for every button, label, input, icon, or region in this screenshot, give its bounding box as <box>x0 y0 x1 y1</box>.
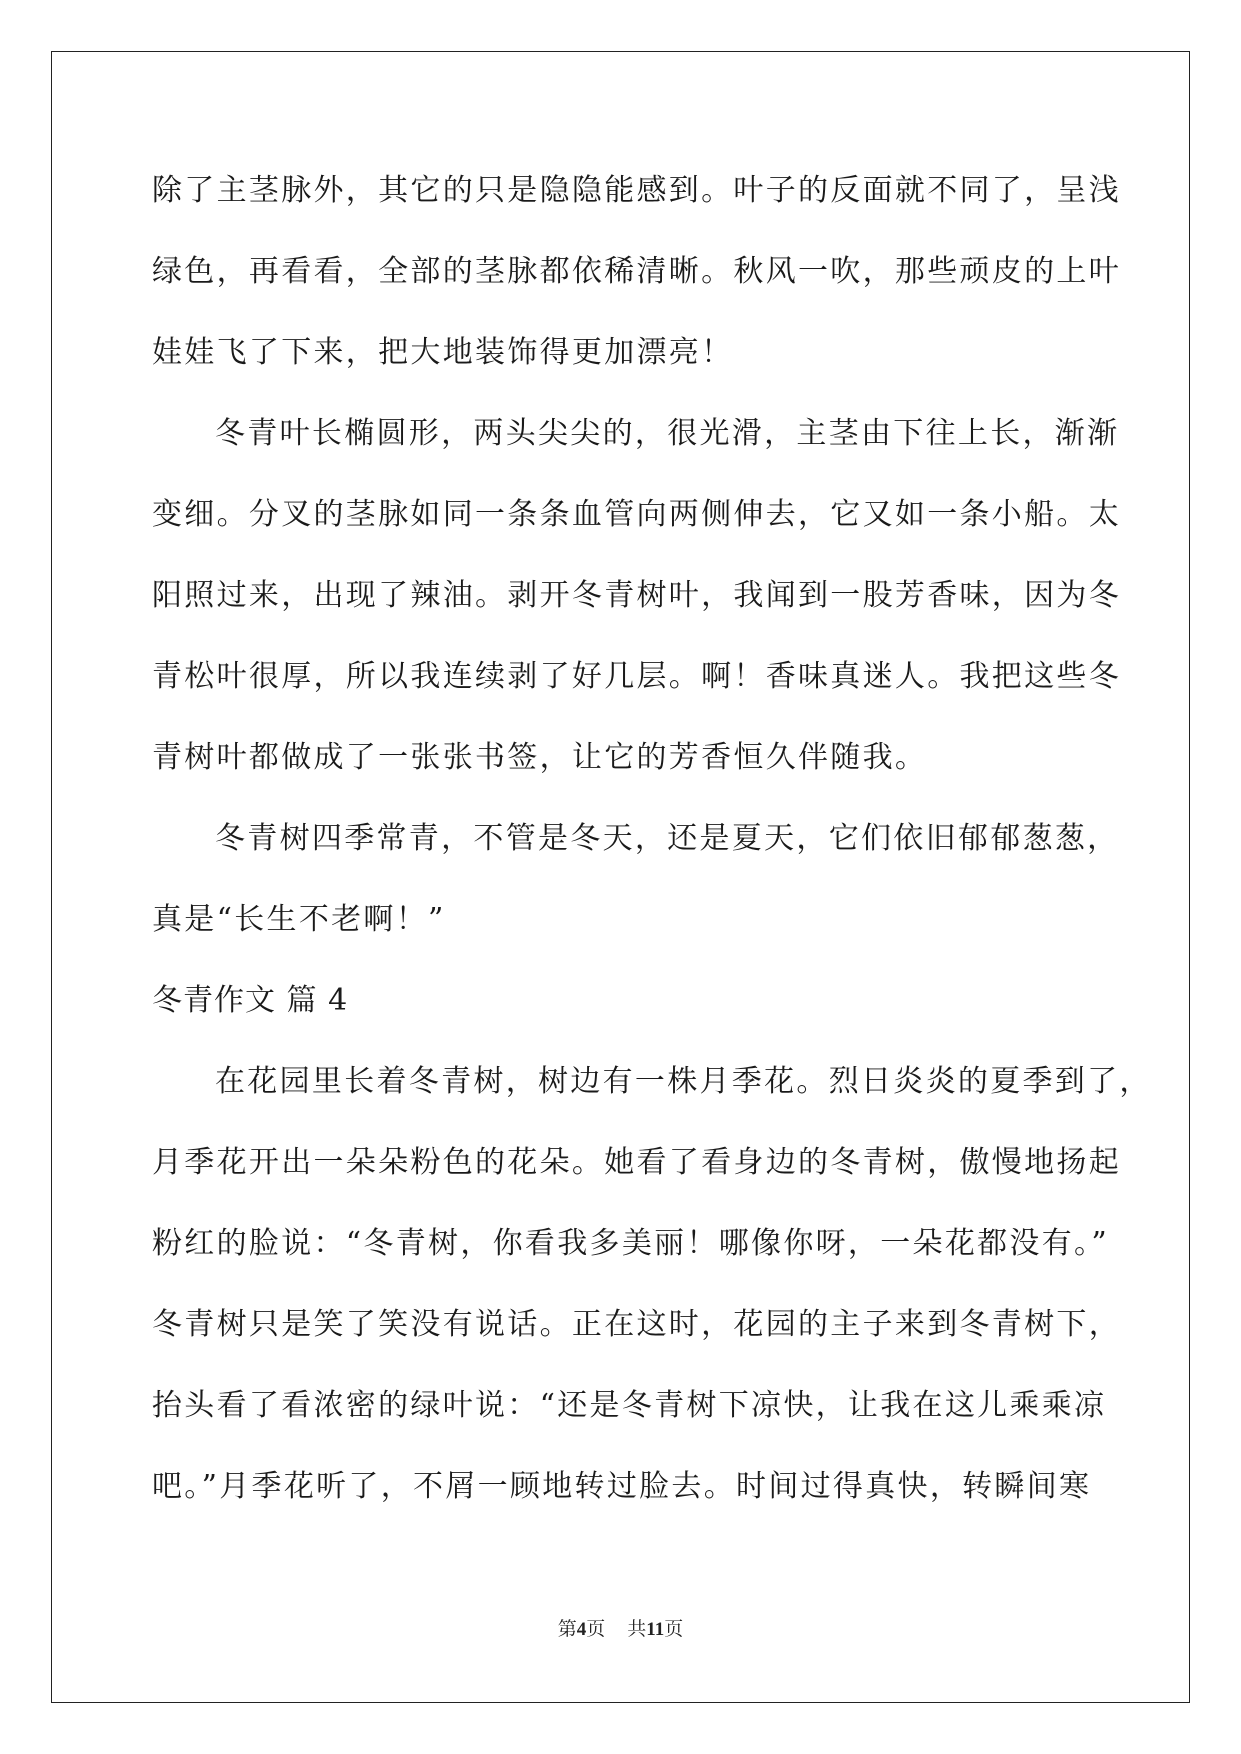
text-line: 娃娃飞了下来，把大地装饰得更加漂亮！ <box>152 335 734 370</box>
section-heading: 冬青作文 篇 4 <box>152 983 349 1018</box>
page-footer <box>0 1617 1241 1642</box>
text-line: 抬头看了看浓密的绿叶说：“还是冬青树下凉快，让我在这儿乘乘凉 <box>152 1388 1107 1423</box>
text-line: 阳照过来，出现了辣油。剥开冬青树叶，我闻到一股芳香味，因为冬 <box>152 578 1121 613</box>
text-line: 真是“长生不老啊！” <box>152 902 446 937</box>
page-suffix: 页 <box>586 1618 606 1640</box>
total-pages: 11 <box>646 1619 665 1640</box>
text-line: 青松叶很厚，所以我连续剥了好几层。啊！香味真迷人。我把这些冬 <box>152 659 1121 694</box>
paragraph-start-line: 冬青树四季常青，不管是冬天，还是夏天，它们依旧郁郁葱葱， <box>215 821 1120 856</box>
text-line: 变细。分叉的茎脉如同一条条血管向两侧伸去，它又如一条小船。太 <box>152 497 1121 532</box>
page-number: 4 <box>576 1619 587 1640</box>
text-line: 除了主茎脉外，其它的只是隐隐能感到。叶子的反面就不同了，呈浅 <box>152 173 1121 208</box>
text-line: 冬青树只是笑了笑没有说话。正在这时，花园的主子来到冬青树下， <box>152 1307 1121 1342</box>
text-line: 绿色，再看看，全部的茎脉都依稀清晰。秋风一吹，那些顽皮的上叶 <box>152 254 1121 289</box>
paragraph-start-line: 在花园里长着冬青树，树边有一株月季花。烈日炎炎的夏季到了， <box>215 1064 1152 1099</box>
text-line: 吧。”月季花听了，不屑一顾地转过脸去。时间过得真快，转瞬间寒 <box>152 1469 1092 1504</box>
page-prefix: 第 <box>557 1618 577 1640</box>
paragraph-start-line: 冬青叶长椭圆形，两头尖尖的，很光滑，主茎由下往上长，渐渐 <box>215 416 1120 451</box>
text-line: 粉红的脸说：“冬青树，你看我多美丽！哪像你呀，一朵花都没有。” <box>152 1226 1109 1261</box>
total-prefix: 共 <box>627 1618 647 1640</box>
total-suffix: 页 <box>664 1618 684 1640</box>
document-body <box>152 150 1152 1527</box>
text-line: 月季花开出一朵朵粉色的花朵。她看了看身边的冬青树，傲慢地扬起 <box>152 1145 1121 1180</box>
text-line: 青树叶都做成了一张张书签，让它的芳香恒久伴随我。 <box>152 740 928 775</box>
